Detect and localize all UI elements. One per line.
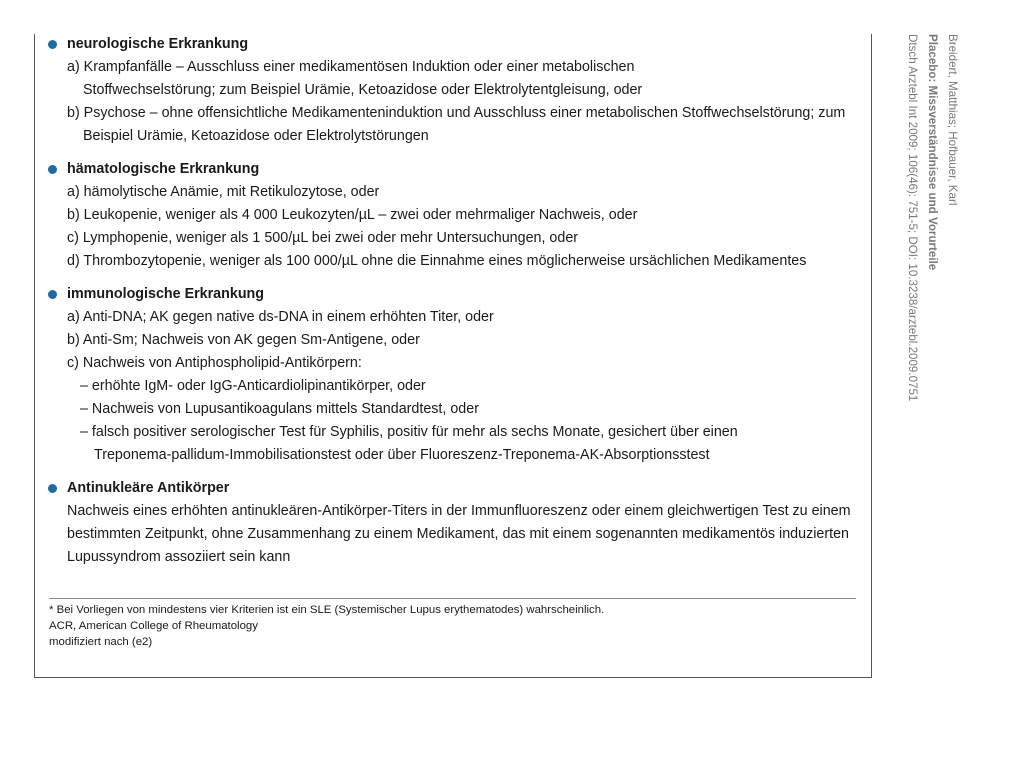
criterion-subitem: – falsch positiver serologischer Test für Syphilis, positiv für mehr als sechs Monate, gesichert über einen [80, 424, 738, 440]
criterion-item: d) Thrombozytopenie, weniger als 100 000/µL ohne die Einnahme eines möglicherweise ursächlichen Medikamentes [67, 253, 807, 269]
section-paragraph-line: Nachweis eines erhöhten antinukleären-Antikörper-Titers in der Immunfluoreszenz oder einem gleichwertigen Test zu einem [67, 503, 851, 519]
bullet-icon [48, 165, 57, 174]
bullet-icon [48, 290, 57, 299]
section-heading: neurologische Erkrankung [67, 36, 249, 52]
footnotes [49, 602, 849, 650]
criterion-item: a) hämolytische Anämie, mit Retikulozytose, oder [67, 184, 380, 200]
criterion-item: b) Psychose – ohne offensichtliche Medikamenteninduktion und Ausschluss einer metabolischen Stoffwechselstörung; zum [67, 105, 846, 121]
criterion-subitem-continuation: Treponema-pallidum-Immobilisationstest oder über Fluoreszenz-Treponema-AK-Absorptionsstest [94, 447, 710, 463]
footnote-line: ACR, American College of Rheumatology [49, 620, 258, 632]
criterion-item: c) Lymphopenie, weniger als 1 500/µL bei zwei oder mehr Untersuchungen, oder [67, 230, 579, 246]
criterion-subitem: – erhöhte IgM- oder IgG-Anticardiolipinantikörper, oder [80, 378, 426, 394]
bullet-icon [48, 484, 57, 493]
citation-authors: Breidert, Matthias; Hofbauer, Karl [946, 34, 959, 206]
criterion-item: b) Leukopenie, weniger als 4 000 Leukozyten/µL – zwei oder mehrmaliger Nachweis, oder [67, 207, 638, 223]
section-antinukleaere-antikoerper [48, 477, 863, 569]
criterion-subitem: – Nachweis von Lupusantikoagulans mittels Standardtest, oder [80, 401, 479, 417]
criterion-item: b) Anti-Sm; Nachweis von AK gegen Sm-Antigene, oder [67, 332, 420, 348]
section-heading: immunologische Erkrankung [67, 286, 265, 302]
criterion-item: c) Nachweis von Antiphospholipid-Antikörpern: [67, 355, 362, 371]
criterion-item-continuation: Beispiel Urämie, Ketoazidose oder Elektrolytstörungen [83, 128, 429, 144]
section-haematologische-erkrankung [48, 158, 863, 273]
bullet-icon [48, 40, 57, 49]
footnote-divider [49, 598, 856, 599]
section-paragraph-line: Lupussyndrom assoziiert sein kann [67, 549, 291, 565]
section-heading: Antinukleäre Antikörper [67, 480, 230, 496]
section-neurologische-erkrankung [48, 33, 863, 148]
criterion-item-continuation: Stoffwechselstörung; zum Beispiel Urämie, Ketoazidose oder Elektrolytentgleisung, oder [83, 82, 643, 98]
citation-title: Placebo: Missverständnisse und Vorurteile [926, 34, 939, 271]
criterion-item: a) Anti-DNA; AK gegen native ds-DNA in einem erhöhten Titer, oder [67, 309, 494, 325]
section-heading: hämatologische Erkrankung [67, 161, 260, 177]
citation-journal: Dtsch Arztebl Int 2009; 106(46): 751-5; DOI: 10.3238/arztebl.2009.0751 [906, 34, 919, 402]
criteria-list [48, 33, 863, 579]
section-immunologische-erkrankung [48, 283, 863, 467]
citation-sidebar [902, 34, 962, 401]
section-paragraph-line: bestimmten Zeitpunkt, ohne Zusammenhang zu einem Medikament, das mit einem sogenannten medikamentös induzierten [67, 526, 849, 542]
footnote-line: * Bei Vorliegen von mindestens vier Kriterien ist ein SLE (Systemischer Lupus erythematodes) wahrscheinlich. [49, 604, 605, 616]
footnote-line: modifiziert nach (e2) [49, 636, 153, 648]
criterion-item: a) Krampfanfälle – Ausschluss einer medikamentösen Induktion oder einer metabolischen [67, 59, 635, 75]
